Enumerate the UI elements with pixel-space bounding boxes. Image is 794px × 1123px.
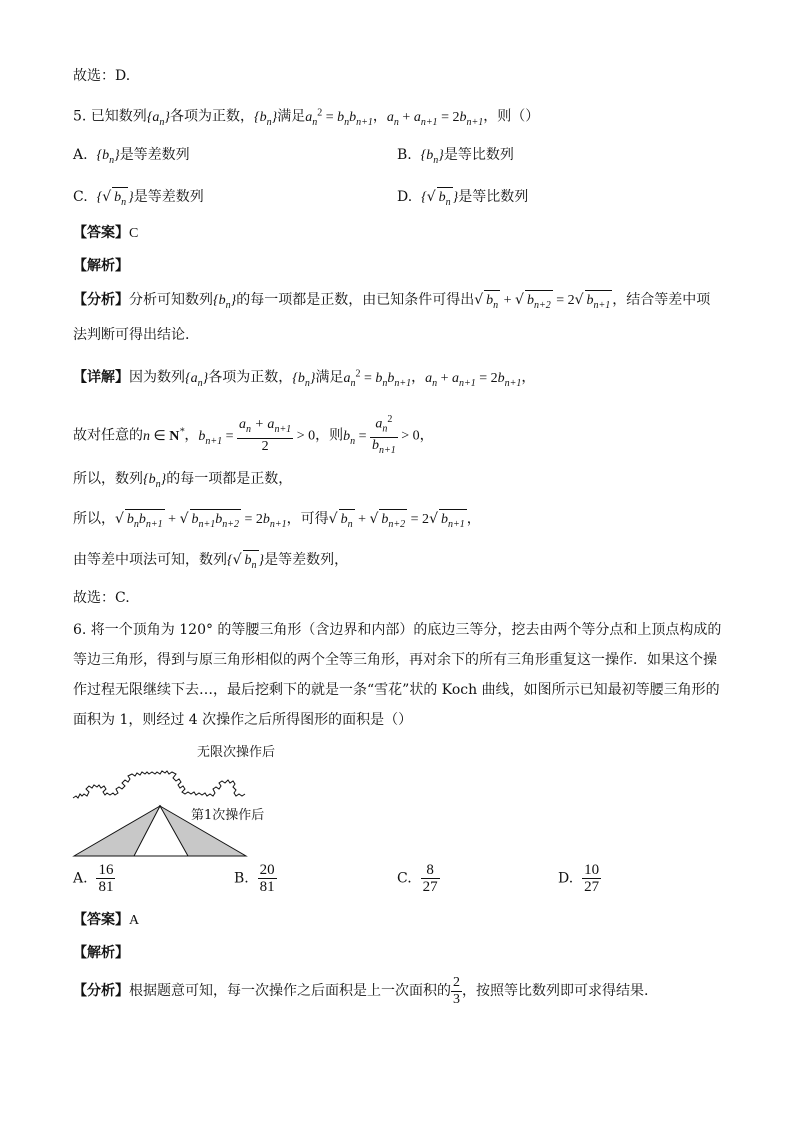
q6-option-b[interactable] [234,862,277,895]
option-label: D. [558,870,574,887]
triangle-right [160,806,246,856]
fraction-two-thirds [451,975,462,1008]
text: 各项为正数， [208,369,293,386]
text: 是等差数列， [264,552,349,568]
option-label: B. [397,147,412,163]
text: 法判断可得出结论. [73,327,190,343]
q5-analysis-tag [73,256,129,276]
text: 面积为 1，则经过 4 次操作之后所得图形的面积是（） [73,712,413,728]
option-fraction [582,862,601,895]
option-text: 是等差数列 [119,147,190,163]
q5-detail-line2: 故对任意的n ∈ N*，$b_{n+1}$ = $\frac{a_n + a_{n+1}}{2}$ > 0，则$b_n$ = $\frac{a_n^2}{b_{n+1}}$ > 0， [73,414,434,457]
q6-analysis-tag [73,943,129,963]
q5-detail-line5: 由等差中项法可知，数列{√ $b_n$ }是等差数列， [73,550,348,576]
q5-fenxi-line1: 【分析】分析可知数列$\{b_n\}$的每一项都是正数，由已知条件可得出√ $b_n$ + √ $b_{n+2} = 2√$ $b_{n+1}$ ，结合等差中项 [73,290,710,316]
option-fraction [421,862,440,895]
numerator: 8 [421,862,440,879]
q5-option-c[interactable]: C. {√ $b_n$ }是等差数列 [73,187,204,213]
fenxi-tag: 【分析】 [73,292,129,308]
denominator: 81 [98,879,114,895]
analysis-tag: 【解析】 [73,945,129,961]
q5-option-b[interactable]: B. $\{b_n\}$是等比数列 [397,147,514,166]
text: ，结合等差中项 [612,292,711,308]
text: 的每一项都是正数， [166,471,293,487]
denominator: 81 [259,879,275,895]
text: ， [184,427,199,444]
q6-stem-line2 [73,650,717,670]
text: 因为数列 [129,369,185,386]
text: 的每一项都是正数，由已知条件可得出 [236,292,475,308]
q5-detail-line1: 【详解】因为数列$\{a_n\}$各项为正数，$\{b_n\}$满足$a_n^2 = b_nb_{n+1}$，$a_n + a_{n+1} = 2b_{n+1}$， [73,368,536,389]
q5-option-d[interactable]: D. {√ $b_n$ }是等比数列 [397,187,528,213]
numerator: 2 [453,974,460,990]
numerator: 20 [259,862,275,878]
text: 故对任意的 [73,427,143,444]
option-label: A. [73,870,88,887]
option-fraction [96,862,115,895]
text: ， [466,511,481,527]
q5-option-a[interactable]: A. $\{b_n\}$是等差数列 [73,147,190,166]
text: 等边三角形，得到与原三角形相似的两个全等三角形，再对余下的所有三角形重复这一操作．如果这个操 [73,652,717,668]
answer-tag: 【答案】 [73,225,129,241]
text: ，则 [315,427,344,444]
q6-option-d[interactable] [558,862,601,895]
text: 故选：D. [73,68,131,84]
q6-stem-line1 [73,620,721,640]
text: 各项为正数， [170,108,255,125]
answer-value: A [129,913,140,928]
q6-option-c[interactable] [397,862,440,895]
q5-fenxi-line2 [73,325,189,345]
prev-answer-line [73,66,130,86]
text: 满足 [315,369,344,386]
numerator: 10 [584,862,600,878]
text: 满足 [277,108,306,125]
q6-stem-line4 [73,710,412,730]
option-label: D. [397,189,413,205]
denominator: 27 [584,879,600,895]
text: 6. 将一个顶角为 120° 的等腰三角形（含边界和内部）的底边三等分，挖去由两个等分点和上顶点构成的 [73,622,722,638]
option-label: B. [234,870,249,887]
text: ，按照等比数列即可求得结果. [462,983,649,999]
numerator: 16 [98,862,114,878]
figure-label-mid: 第1次操作后 [191,808,265,823]
denominator: 3 [453,991,460,1007]
text: 由等差中项法可知，数列 [73,552,227,568]
option-fraction [258,862,277,895]
koch-curve-figure [70,758,250,860]
answer-value: C [129,226,139,241]
text: 所以， [73,511,115,527]
text: ， [419,427,434,444]
text: ，则（） [483,108,540,125]
option-label: C. [73,189,88,205]
text: 所以，数列 [73,471,143,487]
q5-detail-line3: 所以，数列$\{b_n\}$的每一项都是正数， [73,471,293,490]
q6-stem-line3 [73,680,720,700]
q5-answer-line [73,223,138,244]
answer-tag: 【答案】 [73,912,129,928]
figure-label-top: 无限次操作后 [197,745,276,760]
q5-detail-line4: 所以，√ $b_nb_{n+1}$ + √ $b_{n+1}b_{n+2} = 2b_{n+1}$，可得√ $b_n$ + √ $b_{n+2} = 2√$ $b_{n+1}$ ， [73,509,481,535]
q6-answer-line [73,910,139,931]
text: 分析可知数列 [129,292,213,308]
text: 故选：C. [73,590,130,606]
triangle-left [74,806,160,856]
fenxi-tag: 【分析】 [73,983,129,999]
detail-tag: 【详解】 [73,369,129,386]
analysis-tag: 【解析】 [73,258,129,274]
text: 作过程无限继续下去…，最后挖剩下的就是一条“雪花”状的 Koch 曲线，如图所示已知最初等腰三角形的 [73,682,720,698]
option-label: A. [73,147,88,163]
text: ，可得 [286,511,329,527]
text: 根据题意可知，每一次操作之后面积是上一次面积的 [129,983,451,999]
koch-snowflake-curve [73,771,245,798]
option-text: 是等比数列 [458,189,529,205]
option-text: 是等比数列 [443,147,514,163]
q6-option-a[interactable] [73,862,115,895]
q5-stem: 5. 已知数列$\{a_n\}$各项为正数，$\{b_n\}$满足$a_n^2 = b_nb_{n+1}$，$a_n + a_{n+1} = 2b_{n+1}$，则（） [73,107,540,128]
q5-number: 5. 已知数列 [73,108,147,125]
q5-final-line [73,588,130,608]
option-text: 是等差数列 [133,189,204,205]
option-label: C. [397,870,412,887]
denominator: 27 [422,879,438,895]
text: ， [521,369,536,386]
q6-fenxi-line [73,974,648,1008]
